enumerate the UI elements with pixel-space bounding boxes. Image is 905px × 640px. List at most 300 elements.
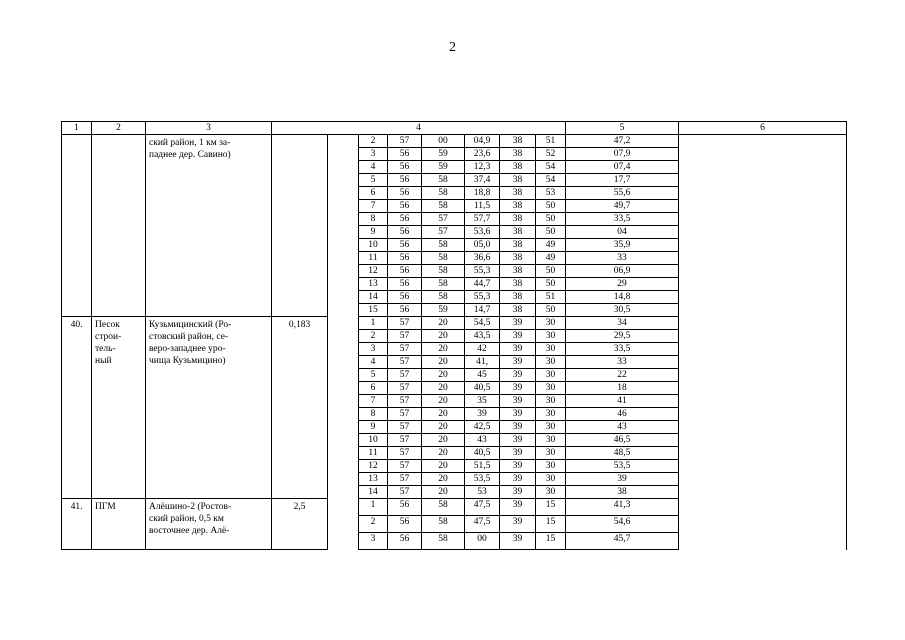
coord-cell-text: 33	[617, 253, 627, 263]
coord-cell-text: 45	[477, 370, 487, 380]
coord-cell	[388, 395, 422, 408]
coord-cell	[465, 252, 500, 265]
coord-cell	[500, 161, 536, 174]
coord-cell	[465, 213, 500, 226]
coord-cell	[500, 343, 536, 356]
coord-cell-text: 15	[368, 305, 378, 315]
coord-cell	[465, 473, 500, 486]
coord-cell	[465, 265, 500, 278]
coord-cell-text: 57	[399, 448, 410, 458]
coord-cell	[566, 330, 679, 343]
mineral-type	[92, 499, 146, 550]
coord-cell-text: 59	[438, 162, 448, 172]
coord-cell	[566, 395, 679, 408]
coord-cell	[422, 200, 465, 213]
coord-cell-text: 04,9	[473, 136, 491, 146]
coord-cell	[422, 343, 465, 356]
coord-cell-text: 49,7	[613, 201, 631, 211]
spacer-cell	[679, 187, 847, 200]
spacer-cell	[679, 421, 847, 434]
coord-cell	[422, 187, 465, 200]
spacer-cell	[328, 434, 359, 447]
coord-cell-text: 55,3	[473, 266, 491, 276]
coord-cell-text: 58	[438, 240, 448, 250]
spacer-cell	[679, 291, 847, 304]
coord-cell-text: 56	[399, 517, 410, 527]
spacer-cell	[328, 239, 359, 252]
coord-cell-text: 4	[370, 162, 376, 172]
coord-cell	[566, 516, 679, 533]
coord-cell-text: 38	[512, 214, 523, 224]
spacer-cell	[328, 408, 359, 421]
site-description-text: ский район, 1 км за- паднее дер. Савино)	[149, 138, 231, 160]
coord-cell-text: 13	[368, 474, 378, 484]
coord-cell-text: 57	[399, 409, 410, 419]
coord-cell	[422, 278, 465, 291]
coord-cell-text: 18,8	[473, 188, 491, 198]
coord-cell	[500, 174, 536, 187]
coord-cell-text: 56	[399, 534, 410, 544]
spacer-cell	[679, 395, 847, 408]
coord-cell-text: 39	[512, 344, 523, 354]
coord-cell-text: 00	[477, 534, 487, 544]
coord-cell	[422, 382, 465, 395]
spacer-cell	[328, 265, 359, 278]
coord-cell-text: 59	[438, 305, 448, 315]
coord-cell-text: 48,5	[613, 448, 631, 458]
coord-cell-text: 46,5	[613, 435, 631, 445]
coord-cell-text: 40,5	[473, 448, 491, 458]
coord-cell	[500, 473, 536, 486]
coord-cell	[566, 382, 679, 395]
coord-cell	[536, 473, 566, 486]
spacer-cell	[679, 265, 847, 278]
coord-cell	[465, 434, 500, 447]
coord-cell-text: 30	[545, 318, 556, 328]
coord-cell	[359, 135, 388, 148]
coord-cell	[422, 473, 465, 486]
coord-cell-text: 58	[438, 292, 448, 302]
coord-cell	[422, 252, 465, 265]
coord-cell-text: 11,5	[473, 201, 491, 211]
coord-cell	[500, 356, 536, 369]
coord-cell	[536, 434, 566, 447]
spacer-cell	[328, 382, 359, 395]
record-number-text: 41.	[70, 502, 83, 512]
coord-cell-text: 20	[438, 344, 448, 354]
coord-cell	[388, 499, 422, 516]
coord-cell	[465, 135, 500, 148]
coord-cell	[388, 533, 422, 550]
coord-cell-text: 42,5	[473, 422, 491, 432]
spacer-cell	[679, 135, 847, 148]
coord-cell	[359, 304, 388, 317]
coord-cell-text: 50	[545, 279, 556, 289]
coord-cell	[388, 473, 422, 486]
coord-cell-text: 41	[617, 396, 627, 406]
coord-cell-text: 15	[545, 517, 556, 527]
coord-cell	[465, 239, 500, 252]
coord-cell-text: 54,6	[613, 517, 631, 527]
coord-cell	[500, 434, 536, 447]
coord-cell	[536, 304, 566, 317]
coord-cell-text: 54,5	[473, 318, 491, 328]
spacer-cell	[328, 161, 359, 174]
coord-cell	[422, 265, 465, 278]
mineral-type-text: ПГМ	[95, 502, 116, 512]
coord-cell-text: 56	[399, 214, 410, 224]
coord-cell	[388, 291, 422, 304]
coord-cell	[422, 135, 465, 148]
header-cell: 5	[566, 122, 679, 135]
coord-cell-text: 20	[438, 435, 448, 445]
spacer-cell	[679, 200, 847, 213]
coord-cell-text: 57	[399, 136, 410, 146]
coord-cell	[422, 499, 465, 516]
coord-cell	[465, 330, 500, 343]
coord-cell	[388, 213, 422, 226]
coord-cell-text: 42	[477, 344, 487, 354]
coord-cell-text: 47,5	[473, 517, 491, 527]
coord-cell-text: 39	[512, 318, 523, 328]
coord-cell-text: 6	[370, 188, 376, 198]
coord-cell-text: 30	[545, 370, 556, 380]
coord-cell-text: 57	[399, 487, 410, 497]
coord-cell	[388, 516, 422, 533]
coord-cell-text: 20	[438, 383, 448, 393]
coord-cell	[536, 135, 566, 148]
coord-cell-text: 20	[438, 409, 448, 419]
coord-cell-text: 50	[545, 266, 556, 276]
spacer-cell	[679, 408, 847, 421]
coord-cell-text: 7	[370, 201, 376, 211]
spacer-cell	[679, 499, 847, 516]
coord-cell	[500, 278, 536, 291]
coord-cell	[465, 447, 500, 460]
coord-cell	[536, 187, 566, 200]
coord-cell	[388, 161, 422, 174]
coord-cell-text: 57	[438, 227, 448, 237]
coord-cell	[359, 174, 388, 187]
coord-cell-text: 58	[438, 500, 448, 510]
spacer-cell	[679, 356, 847, 369]
coord-cell	[500, 226, 536, 239]
coord-cell-text: 57,7	[473, 214, 491, 224]
coord-cell-text: 11	[368, 253, 378, 263]
coord-cell	[422, 486, 465, 499]
coord-cell-text: 38	[512, 292, 523, 302]
coord-cell	[388, 200, 422, 213]
coord-cell	[422, 434, 465, 447]
site-description-text: Кузьмицинский (Ро- стовский район, се- веро-западнее уро- чища Кузьмицино)	[149, 320, 232, 366]
coord-cell-text: 1	[370, 318, 376, 328]
coord-cell-text: 53,6	[473, 227, 491, 237]
spacer-cell	[679, 304, 847, 317]
coord-cell-text: 51,5	[473, 461, 491, 471]
spacer-cell	[679, 226, 847, 239]
spacer-cell	[328, 369, 359, 382]
coord-cell	[465, 369, 500, 382]
coord-cell	[536, 252, 566, 265]
coord-cell	[566, 447, 679, 460]
coord-cell-text: 41,	[476, 357, 488, 367]
coord-cell-text: 39	[512, 517, 523, 527]
coord-cell-text: 20	[438, 396, 448, 406]
coord-cell-text: 30	[545, 344, 556, 354]
coord-cell	[422, 213, 465, 226]
coord-cell	[422, 226, 465, 239]
coord-cell-text: 07,4	[613, 162, 631, 172]
coord-cell	[500, 265, 536, 278]
coord-cell-text: 38	[512, 279, 523, 289]
coord-cell	[359, 291, 388, 304]
coord-cell-text: 30	[545, 487, 556, 497]
spacer-cell	[328, 278, 359, 291]
coord-cell	[359, 252, 388, 265]
coord-cell	[566, 226, 679, 239]
site-description-text: Алёшино-2 (Ростов- ский район, 0,5 км восточнее дер. Алё-	[149, 502, 232, 536]
coord-cell-text: 06,9	[613, 266, 631, 276]
coord-cell	[359, 499, 388, 516]
coord-cell-text: 58	[438, 188, 448, 198]
spacer-cell	[679, 278, 847, 291]
spacer-cell	[328, 330, 359, 343]
coord-cell-text: 15	[545, 500, 556, 510]
coord-cell	[500, 421, 536, 434]
coord-cell-text: 34	[617, 318, 627, 328]
coord-cell	[422, 174, 465, 187]
spacer-cell	[328, 213, 359, 226]
coord-cell-text: 20	[438, 331, 448, 341]
coord-cell-text: 39	[512, 474, 523, 484]
coord-cell	[566, 200, 679, 213]
coord-cell-text: 38	[512, 240, 523, 250]
coord-cell-text: 39	[512, 331, 523, 341]
coord-cell	[388, 434, 422, 447]
coord-cell-text: 47,2	[613, 136, 631, 146]
coord-cell-text: 58	[438, 534, 448, 544]
coord-cell	[500, 304, 536, 317]
coord-cell-text: 33	[617, 357, 627, 367]
coord-cell	[388, 486, 422, 499]
spacer-cell	[328, 486, 359, 499]
coord-cell-text: 20	[438, 487, 448, 497]
coord-cell	[422, 161, 465, 174]
coord-cell	[422, 239, 465, 252]
coord-cell	[536, 486, 566, 499]
coord-cell-text: 3	[370, 149, 376, 159]
coord-cell-text: 39	[617, 474, 627, 484]
coord-cell	[359, 278, 388, 291]
coord-cell-text: 17,7	[613, 175, 631, 185]
header-cell: 3	[146, 122, 272, 135]
spacer-cell	[679, 473, 847, 486]
coord-cell-text: 30	[545, 396, 556, 406]
coord-cell-text: 39	[512, 422, 523, 432]
coord-cell-text: 56	[399, 188, 410, 198]
spacer-cell	[679, 252, 847, 265]
coord-cell	[359, 148, 388, 161]
coord-cell-text: 55,6	[613, 188, 631, 198]
coord-cell-text: 11	[368, 448, 378, 458]
header-cell: 1	[62, 122, 92, 135]
coord-cell	[500, 200, 536, 213]
coord-cell	[500, 213, 536, 226]
coord-cell	[359, 187, 388, 200]
area	[272, 317, 328, 499]
coord-cell	[422, 460, 465, 473]
coord-cell-text: 30	[545, 474, 556, 484]
spacer-cell	[679, 343, 847, 356]
coord-cell	[422, 533, 465, 550]
coord-cell	[359, 343, 388, 356]
coord-cell-text: 39	[512, 357, 523, 367]
coord-cell	[500, 148, 536, 161]
coord-cell-text: 39	[512, 409, 523, 419]
mineral-type	[92, 135, 146, 317]
spacer-cell	[328, 395, 359, 408]
coord-cell-text: 38	[617, 487, 627, 497]
coord-cell	[566, 499, 679, 516]
coord-cell-text: 53	[545, 188, 556, 198]
coord-cell	[359, 226, 388, 239]
coord-cell-text: 14,7	[473, 305, 491, 315]
coord-cell	[465, 408, 500, 421]
coord-cell-text: 15	[545, 534, 556, 544]
coord-cell-text: 55,3	[473, 292, 491, 302]
coord-cell-text: 20	[438, 474, 448, 484]
coord-cell	[500, 239, 536, 252]
coord-cell	[566, 421, 679, 434]
coord-cell-text: 5	[370, 175, 376, 185]
coord-cell	[465, 187, 500, 200]
coord-cell-text: 39	[512, 487, 523, 497]
coord-cell	[388, 174, 422, 187]
coord-cell-text: 6	[370, 383, 376, 393]
coord-cell	[388, 369, 422, 382]
coord-cell-text: 59	[438, 149, 448, 159]
table-row	[62, 499, 847, 516]
header-cell: 6	[679, 122, 847, 135]
coord-cell-text: 00	[438, 136, 448, 146]
coord-cell	[566, 356, 679, 369]
coord-cell-text: 30	[545, 383, 556, 393]
coord-cell-text: 56	[399, 149, 410, 159]
spacer-cell	[679, 486, 847, 499]
coord-cell-text: 38	[512, 136, 523, 146]
coord-cell-text: 49	[545, 253, 556, 263]
coord-cell	[566, 278, 679, 291]
coord-cell-text: 30	[545, 448, 556, 458]
coord-cell-text: 20	[438, 357, 448, 367]
coord-cell-text: 20	[438, 448, 448, 458]
coord-cell-text: 53,5	[473, 474, 491, 484]
coord-cell-text: 9	[370, 422, 376, 432]
coord-cell	[500, 533, 536, 550]
coord-cell	[566, 161, 679, 174]
spacer-cell	[679, 213, 847, 226]
coord-cell	[566, 533, 679, 550]
coord-cell-text: 56	[399, 266, 410, 276]
coord-cell-text: 12	[368, 266, 378, 276]
coord-cell-text: 38	[512, 266, 523, 276]
coord-cell	[422, 356, 465, 369]
coord-cell	[359, 330, 388, 343]
coord-cell	[536, 460, 566, 473]
spacer-cell	[328, 135, 359, 148]
spacer-cell	[679, 161, 847, 174]
coord-cell-text: 54	[545, 175, 556, 185]
coord-cell-text: 52	[545, 149, 556, 159]
coord-cell-text: 18	[617, 383, 627, 393]
coord-cell-text: 38	[512, 305, 523, 315]
record-number-text: 40.	[70, 320, 83, 330]
coord-cell-text: 57	[399, 344, 410, 354]
spacer-cell	[328, 343, 359, 356]
coord-cell-text: 2	[370, 136, 376, 146]
spacer-cell	[679, 434, 847, 447]
coord-cell	[500, 291, 536, 304]
coord-cell-text: 7	[370, 396, 376, 406]
coord-cell	[500, 330, 536, 343]
coord-cell-text: 45,7	[613, 534, 631, 544]
coord-cell-text: 23,6	[473, 149, 491, 159]
coord-cell-text: 2	[370, 517, 376, 527]
coord-cell	[500, 408, 536, 421]
coord-cell-text: 47,5	[473, 500, 491, 510]
coord-cell	[500, 317, 536, 330]
coord-cell	[388, 265, 422, 278]
coord-cell	[359, 486, 388, 499]
coord-cell	[359, 356, 388, 369]
coord-cell	[388, 226, 422, 239]
coord-cell-text: 57	[399, 396, 410, 406]
coord-cell	[500, 252, 536, 265]
coord-cell	[465, 516, 500, 533]
coord-cell	[500, 382, 536, 395]
coord-cell-text: 20	[438, 318, 448, 328]
coord-cell	[536, 533, 566, 550]
coord-cell-text: 43,5	[473, 331, 491, 341]
coord-cell	[422, 369, 465, 382]
coord-cell	[566, 213, 679, 226]
coord-cell-text: 40,5	[473, 383, 491, 393]
coord-cell	[388, 382, 422, 395]
coord-cell	[465, 200, 500, 213]
coord-cell-text: 51	[545, 136, 556, 146]
coord-cell-text: 14,8	[613, 292, 631, 302]
coord-cell	[465, 460, 500, 473]
coord-cell	[566, 187, 679, 200]
site-description	[146, 135, 272, 317]
coord-cell-text: 58	[438, 201, 448, 211]
coord-cell	[388, 135, 422, 148]
coord-cell	[359, 434, 388, 447]
coord-cell-text: 30	[545, 461, 556, 471]
coord-cell	[465, 356, 500, 369]
coord-cell	[422, 447, 465, 460]
site-description	[146, 499, 272, 550]
coord-cell	[566, 460, 679, 473]
coord-cell	[422, 408, 465, 421]
coord-cell-text: 54	[545, 162, 556, 172]
coord-cell	[500, 460, 536, 473]
coord-cell	[566, 434, 679, 447]
spacer-cell	[328, 473, 359, 486]
coord-cell-text: 37,4	[473, 175, 491, 185]
coord-cell-text: 57	[399, 422, 410, 432]
area	[272, 135, 328, 317]
